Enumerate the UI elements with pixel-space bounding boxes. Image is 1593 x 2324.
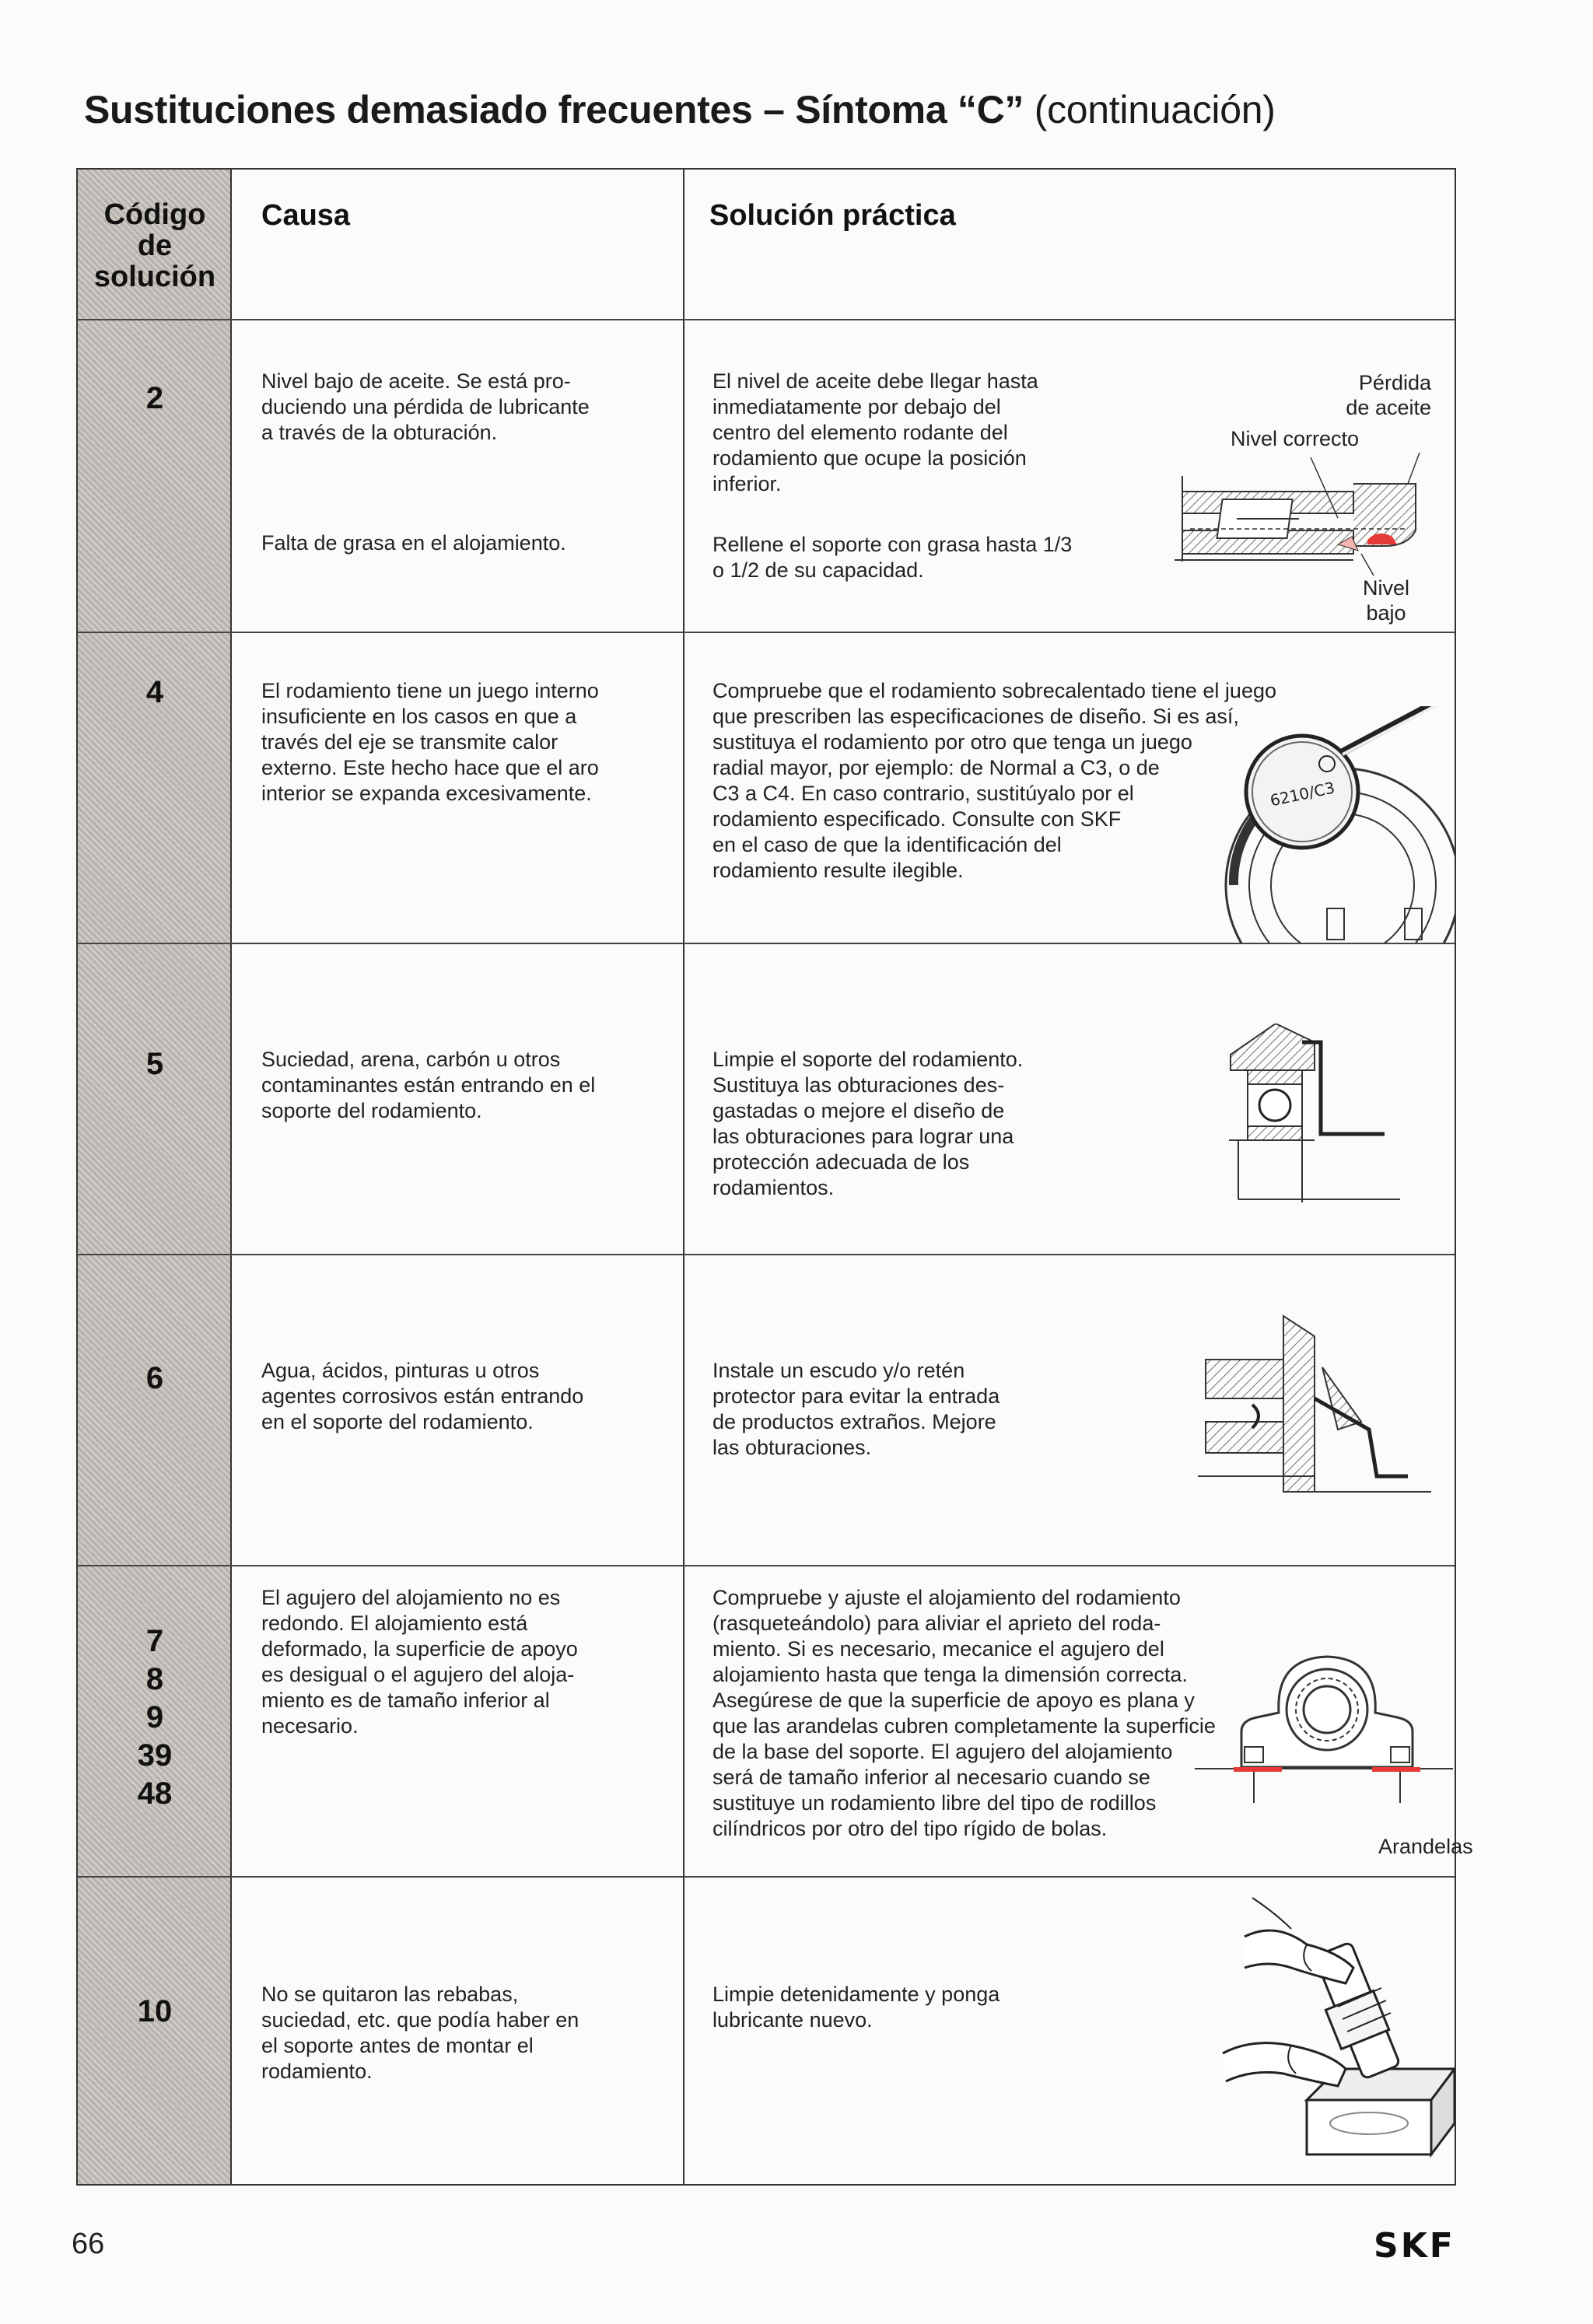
cause-line: agentes corrosivos están entrando xyxy=(261,1384,584,1408)
solution-line: gastadas o mejore el diseño de xyxy=(712,1099,1005,1122)
cause-text xyxy=(261,530,566,556)
solution-line: rodamiento resulte ilegible. xyxy=(712,859,964,882)
solution-line: lubricante nuevo. xyxy=(712,2008,873,2032)
solution-text xyxy=(712,678,1276,884)
solution-text xyxy=(712,369,1038,497)
solution-line: que las arandelas cubren completamente la superficie xyxy=(712,1714,1216,1738)
solution-line: será de tamaño inferior al necesario cuando se xyxy=(712,1766,1150,1789)
cause-line: redondo. El alojamiento está xyxy=(261,1612,528,1635)
solution-line: inferior. xyxy=(712,472,782,495)
solution-line: El nivel de aceite debe llegar hasta xyxy=(712,369,1038,393)
solution-line: que prescriben las especificaciones de diseño. Si es así, xyxy=(712,705,1239,728)
cause-line: insuficiente en los casos en que a xyxy=(261,705,577,728)
solution-line: las obturaciones para lograr una xyxy=(712,1125,1014,1148)
code-value: 2 xyxy=(145,381,164,415)
page-title xyxy=(84,87,1276,132)
solution-line: rodamientos. xyxy=(712,1176,835,1199)
cause-line: deformado, la superficie de apoyo xyxy=(261,1637,578,1661)
solution-line: Instale un escudo y/o retén xyxy=(712,1359,965,1382)
code-value: 48 xyxy=(137,1776,173,1811)
solution-line: Limpie el soporte del rodamiento. xyxy=(712,1048,1024,1071)
cause-line: El rodamiento tiene un juego interno xyxy=(261,679,599,702)
solution-code xyxy=(78,1993,232,2031)
code-value: 8 xyxy=(145,1662,164,1696)
solution-line: alojamiento hasta que tenga la dimensión correcta. xyxy=(712,1663,1188,1686)
table-row xyxy=(78,1566,1473,1876)
solution-line: rodamiento especificado. Consulte con SKF xyxy=(712,807,1122,831)
figure-label-oil-loss xyxy=(1341,370,1431,420)
solution-text xyxy=(712,1047,1023,1201)
cause-line: Agua, ácidos, pinturas u otros xyxy=(261,1359,540,1382)
cause-text xyxy=(261,369,590,446)
header-solution: Solución práctica xyxy=(709,199,956,232)
figure-label-washers: Arandelas xyxy=(1378,1835,1473,1858)
cause-line: necesario. xyxy=(261,1714,359,1738)
solution-line: o 1/2 de su capacidad. xyxy=(712,558,924,582)
cause-line: es desigual o el agujero del aloja- xyxy=(261,1663,575,1686)
cause-line: a través de la obturación. xyxy=(261,421,498,444)
table-row xyxy=(78,320,1455,632)
solution-line: Sustituya las obturaciones des- xyxy=(712,1073,1005,1097)
header-cause: Causa xyxy=(261,199,351,232)
solution-line: Limpie detenidamente y ponga xyxy=(712,1983,1000,2006)
solution-line: protección adecuada de los xyxy=(712,1150,970,1174)
brand-logo: SKF xyxy=(1374,2226,1455,2266)
header-code-line: de xyxy=(137,229,173,262)
code-value: 5 xyxy=(145,1047,164,1081)
solution-line: (rasqueteándolo) para aliviar el aprieto del roda- xyxy=(712,1612,1161,1635)
table-row xyxy=(78,1255,1455,1565)
header-code-line: solución xyxy=(93,261,216,293)
figure-label-correct-level: Nivel correcto xyxy=(1231,427,1360,450)
solution-line: miento. Si es necesario, mecanice el agujero del xyxy=(712,1637,1164,1661)
solution-line: C3 a C4. En caso contrario, sustitúyalo por el xyxy=(712,782,1134,805)
code-value: 6 xyxy=(145,1361,164,1395)
figure-label-line: de aceite xyxy=(1346,396,1431,419)
code-value: 10 xyxy=(137,1994,173,2028)
table-row xyxy=(78,1878,1455,2186)
solution-line: radial mayor, por ejemplo: de Normal a C3, o de xyxy=(712,756,1160,779)
figure-label-line: bajo xyxy=(1366,601,1406,625)
cause-line: miento es de tamaño inferior al xyxy=(261,1689,550,1712)
code-value: 4 xyxy=(145,675,164,709)
magnifier-bearing-diagram xyxy=(1210,706,1455,943)
cause-line: duciendo una pérdida de lubricante xyxy=(261,395,590,418)
solution-text xyxy=(712,1358,1000,1461)
table-row xyxy=(78,944,1455,1254)
solution-text xyxy=(712,532,1072,583)
cause-text xyxy=(261,1358,583,1435)
page-title-main: Sustituciones demasiado frecuentes – Síntoma “C” xyxy=(84,88,1024,131)
solution-line: rodamiento que ocupe la posición xyxy=(712,446,1027,470)
cause-line: soporte del rodamiento. xyxy=(261,1099,482,1122)
cause-line: externo. Este hecho hace que el aro xyxy=(261,756,599,779)
solution-line: las obturaciones. xyxy=(712,1436,872,1459)
solution-line: cilíndricos por otro del tipo rígido de bolas. xyxy=(712,1817,1108,1840)
solution-line: centro del elemento rodante del xyxy=(712,421,1008,444)
cause-text xyxy=(261,1585,578,1739)
solution-line: sustituya el rodamiento por otro que tenga un juego xyxy=(712,730,1192,754)
cause-line: El agujero del alojamiento no es xyxy=(261,1586,561,1609)
code-value: 9 xyxy=(145,1700,164,1734)
code-value: 7 xyxy=(145,1624,164,1658)
code-value: 39 xyxy=(137,1738,173,1773)
page-title-continuation: (continuación) xyxy=(1034,88,1276,131)
pillow-block-diagram xyxy=(1195,1650,1453,1806)
shield-diagram xyxy=(1198,1313,1431,1500)
page-number: 66 xyxy=(72,2228,105,2260)
solution-code xyxy=(78,1360,232,1398)
solution-code xyxy=(78,1622,232,1813)
seal-diagram xyxy=(1229,1024,1408,1210)
bearing-marking: 6210/C3 xyxy=(1268,778,1337,810)
cause-text xyxy=(261,1982,579,2084)
solution-line: sustituye un rodamiento libre del tipo de rodillos xyxy=(712,1791,1157,1815)
cause-line: contaminantes están entrando en el xyxy=(261,1073,596,1097)
cleaning-hands-illustration xyxy=(1221,1890,1455,2179)
cause-line: el soporte antes de montar el xyxy=(261,2034,534,2057)
cause-line: No se quitaron las rebabas, xyxy=(261,1983,519,2006)
figure-label-line: Nivel xyxy=(1363,576,1410,600)
solutions-table xyxy=(76,168,1473,2186)
cause-text xyxy=(261,678,599,807)
cause-line: través del eje se transmite calor xyxy=(261,730,558,754)
cause-line: Suciedad, arena, carbón u otros xyxy=(261,1048,561,1071)
solution-line: de la base del soporte. El agujero del alojamiento xyxy=(712,1740,1173,1763)
solution-text xyxy=(712,1585,1216,1842)
cause-line: suciedad, etc. que podía haber en xyxy=(261,2008,579,2032)
cause-line: interior se expanda excesivamente. xyxy=(261,782,592,805)
cause-line: rodamiento. xyxy=(261,2060,373,2083)
solution-line: protector para evitar la entrada xyxy=(712,1384,1000,1408)
solution-line: Compruebe y ajuste el alojamiento del rodamiento xyxy=(712,1586,1181,1609)
cause-text xyxy=(261,1047,595,1124)
cause-line: en el soporte del rodamiento. xyxy=(261,1410,534,1433)
oil-level-diagram xyxy=(1175,453,1439,585)
solution-line: de productos extraños. Mejore xyxy=(712,1410,996,1433)
solution-line: Asegúrese de que la superficie de apoyo es plana y xyxy=(712,1689,1195,1712)
solution-code xyxy=(78,674,232,712)
solution-line: inmediatamente por debajo del xyxy=(712,395,1001,418)
solution-code xyxy=(78,1045,232,1083)
header-code-line: Código xyxy=(103,198,206,231)
solution-line: en el caso de que la identificación del xyxy=(712,833,1062,856)
solution-text xyxy=(712,1982,1000,2033)
solution-line: Rellene el soporte con grasa hasta 1/3 xyxy=(712,533,1073,556)
table-row xyxy=(78,633,1455,943)
header-code xyxy=(78,199,232,292)
solution-line: Compruebe que el rodamiento sobrecalentado tiene el juego xyxy=(712,679,1276,702)
cause-line: Falta de grasa en el alojamiento. xyxy=(261,531,566,555)
cause-line: Nivel bajo de aceite. Se está pro- xyxy=(261,369,571,393)
figure-label-line: Pérdida xyxy=(1358,371,1431,394)
solution-code xyxy=(78,380,232,418)
